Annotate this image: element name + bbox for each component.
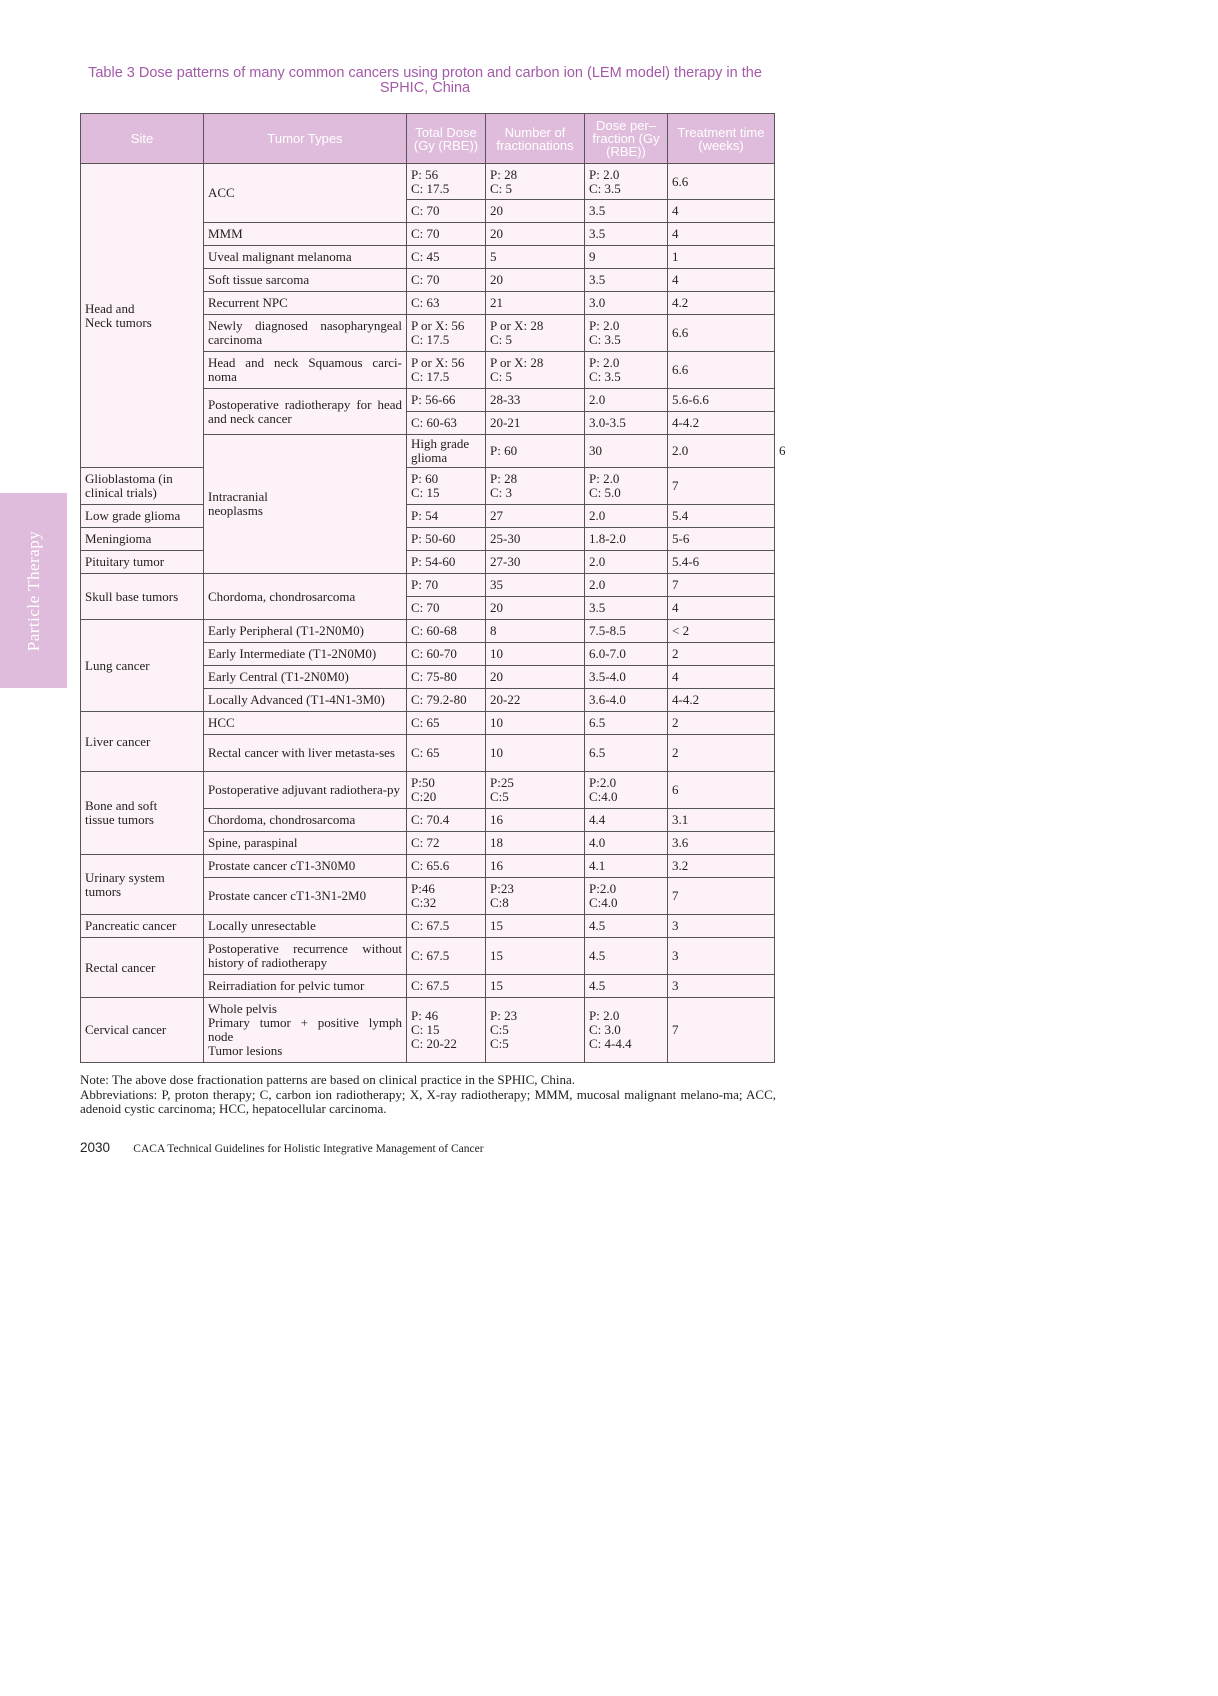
tumor-cell: Soft tissue sarcoma [204, 269, 407, 292]
time-cell: 4 [668, 200, 775, 223]
tumor-cell: Recurrent NPC [204, 292, 407, 315]
table-row [81, 505, 775, 528]
tumor-cell: Early Peripheral (T1-2N0M0) [204, 620, 407, 643]
per-fraction-cell: 3.5 [585, 200, 668, 223]
table-row [81, 164, 775, 200]
table-row [81, 712, 775, 735]
time-cell: 3.2 [668, 855, 775, 878]
fraction-cell: 20-21 [486, 412, 585, 435]
time-cell: 3 [668, 975, 775, 998]
dose-cell: C: 67.5 [407, 938, 486, 975]
site-cell: Pancreatic cancer [81, 915, 204, 938]
fraction-cell: 15 [486, 975, 585, 998]
dose-cell: C: 72 [407, 832, 486, 855]
site-cell: Intracranial neoplasms [204, 435, 407, 574]
dose-cell: P: 56-66 [407, 389, 486, 412]
fraction-cell: 27 [486, 505, 585, 528]
time-cell: 2 [668, 735, 775, 772]
fraction-cell: 18 [486, 832, 585, 855]
per-fraction-cell: 4.5 [585, 938, 668, 975]
tumor-cell: HCC [204, 712, 407, 735]
per-fraction-cell: 7.5-8.5 [585, 620, 668, 643]
time-cell: 3.6 [668, 832, 775, 855]
table-row [81, 855, 775, 878]
dose-cell: C: 70 [407, 597, 486, 620]
tumor-cell: Chordoma, chondrosarcoma [204, 574, 407, 620]
table-row [81, 528, 775, 551]
per-fraction-cell: 3.0-3.5 [585, 412, 668, 435]
dose-cell: P: 60 C: 15 [407, 468, 486, 505]
tumor-line: Whole pelvis [208, 1001, 277, 1016]
time-cell: 4 [668, 666, 775, 689]
section-side-tab [0, 493, 67, 688]
dose-cell: P: 70 [407, 574, 486, 597]
dose-cell: P or X: 56 C: 17.5 [407, 352, 486, 389]
tumor-cell: Uveal malignant melanoma [204, 246, 407, 269]
per-fraction-cell: 4.1 [585, 855, 668, 878]
time-cell: 6.6 [668, 352, 775, 389]
time-cell: 6.6 [668, 315, 775, 352]
dose-cell: P: 60 [486, 435, 585, 468]
time-cell: 2 [668, 643, 775, 666]
per-fraction-cell: 6.5 [585, 712, 668, 735]
tumor-cell: Glioblastoma (in clinical trials) [81, 468, 204, 505]
time-cell: 4 [668, 269, 775, 292]
per-fraction-cell: 3.5-4.0 [585, 666, 668, 689]
per-fraction-cell: P:2.0 C:4.0 [585, 878, 668, 915]
per-fraction-cell: 2.0 [585, 551, 668, 574]
time-cell: 6 [668, 772, 775, 809]
fraction-cell: 20-22 [486, 689, 585, 712]
time-cell: 7 [668, 878, 775, 915]
site-cell: Skull base tumors [81, 574, 204, 620]
time-cell: 3.1 [668, 809, 775, 832]
tumor-cell: Reirradiation for pelvic tumor [204, 975, 407, 998]
per-fraction-cell: 3.5 [585, 269, 668, 292]
per-fraction-cell: 6.0-7.0 [585, 643, 668, 666]
dose-cell: P: 54-60 [407, 551, 486, 574]
site-cell: Urinary system tumors [81, 855, 204, 915]
per-fraction-cell: 1.8-2.0 [585, 528, 668, 551]
tumor-cell: Chordoma, chondrosarcoma [204, 809, 407, 832]
time-cell: 3 [668, 915, 775, 938]
time-cell: 5-6 [668, 528, 775, 551]
dose-cell: C: 70 [407, 269, 486, 292]
per-fraction-cell: 4.4 [585, 809, 668, 832]
fraction-cell: 8 [486, 620, 585, 643]
fraction-cell: 10 [486, 735, 585, 772]
fraction-cell: 15 [486, 938, 585, 975]
tumor-cell: Prostate cancer cT1-3N0M0 [204, 855, 407, 878]
time-cell: 4.2 [668, 292, 775, 315]
table-row: Intracranial neoplasms High grade glioma P: 60 30 2.0 6 [81, 435, 775, 468]
dose-cell: C: 79.2-80 [407, 689, 486, 712]
site-cell: Lung cancer [81, 620, 204, 712]
abbreviations-line: Abbreviations: P, proton therapy; C, carbon ion radiotherapy; X, X-ray radiotherapy; MMM, mucosal malignant melano-ma; ACC, adenoid cystic carcinoma; HCC, hepatocellular carcinoma. [80, 1086, 776, 1116]
dose-cell: P: 56 C: 17.5 [407, 164, 486, 200]
time-cell: 5.6-6.6 [668, 389, 775, 412]
tumor-cell: Postoperative radiotherapy for head and neck cancer [204, 389, 407, 435]
tumor-cell: Spine, paraspinal [204, 832, 407, 855]
tumor-cell: High grade glioma [407, 435, 486, 468]
fraction-cell: 27-30 [486, 551, 585, 574]
fraction-cell: 28-33 [486, 389, 585, 412]
fraction-cell: 20 [486, 223, 585, 246]
tumor-cell: Rectal cancer with liver metasta-ses [204, 735, 407, 772]
dose-cell: P:50 C:20 [407, 772, 486, 809]
per-fraction-cell: P: 2.0 C: 5.0 [585, 468, 668, 505]
per-fraction-cell: 3.0 [585, 292, 668, 315]
dose-cell: P or X: 56 C: 17.5 [407, 315, 486, 352]
dose-cell: C: 60-70 [407, 643, 486, 666]
journal-title: CACA Technical Guidelines for Holistic Integrative Management of Cancer [133, 1143, 484, 1155]
dose-cell: C: 45 [407, 246, 486, 269]
tumor-cell: Head and neck Squamous carci-noma [204, 352, 407, 389]
header-treatment-time: Treatment time (weeks) [668, 114, 775, 164]
time-cell: 7 [668, 998, 775, 1063]
per-fraction-cell: 6.5 [585, 735, 668, 772]
table-row [81, 938, 775, 975]
dose-cell: C: 75-80 [407, 666, 486, 689]
fraction-cell: P:25 C:5 [486, 772, 585, 809]
dose-cell: P: 50-60 [407, 528, 486, 551]
table-row [81, 772, 775, 809]
per-fraction-cell: 3.5 [585, 223, 668, 246]
dose-cell: P: 54 [407, 505, 486, 528]
fraction-cell: P: 28 C: 5 [486, 164, 585, 200]
fraction-cell: P: 23 C:5 C:5 [486, 998, 585, 1063]
header-total-dose: Total Dose (Gy (RBE)) [407, 114, 486, 164]
fraction-cell: 10 [486, 643, 585, 666]
per-fraction-cell: 4.5 [585, 975, 668, 998]
dose-cell: C: 67.5 [407, 975, 486, 998]
note-line: Note: The above dose fractionation patterns are based on clinical practice in the SPHIC, China. [80, 1072, 576, 1087]
fraction-cell: 16 [486, 809, 585, 832]
dose-table [80, 113, 786, 1063]
per-fraction-cell: 3.6-4.0 [585, 689, 668, 712]
header-dose-per-fraction: Dose per–fraction (Gy (RBE)) [585, 114, 668, 164]
per-fraction-cell: 2.0 [585, 505, 668, 528]
site-cell: Rectal cancer [81, 938, 204, 998]
fraction-cell: 20 [486, 200, 585, 223]
time-cell: 3 [668, 938, 775, 975]
site-cell: Cervical cancer [81, 998, 204, 1063]
per-fraction-cell: P: 2.0 C: 3.5 [585, 352, 668, 389]
fraction-cell: 20 [486, 666, 585, 689]
time-cell: 7 [668, 574, 775, 597]
fraction-cell: 30 [585, 435, 668, 468]
dose-cell: C: 70 [407, 223, 486, 246]
tumor-cell: Locally unresectable [204, 915, 407, 938]
dose-cell: C: 70 [407, 200, 486, 223]
time-cell: 5.4-6 [668, 551, 775, 574]
fraction-cell: 21 [486, 292, 585, 315]
page-number: 2030 [80, 1140, 111, 1155]
dose-cell: P: 46 C: 15 C: 20-22 [407, 998, 486, 1063]
dose-cell: P:46 C:32 [407, 878, 486, 915]
fraction-cell: 20 [486, 269, 585, 292]
per-fraction-cell: 2.0 [668, 435, 775, 468]
time-cell: 1 [668, 246, 775, 269]
tumor-cell: Pituitary tumor [81, 551, 204, 574]
dose-cell: C: 65.6 [407, 855, 486, 878]
fraction-cell: 16 [486, 855, 585, 878]
fraction-cell: 25-30 [486, 528, 585, 551]
table-note [80, 1073, 776, 1117]
fraction-cell: 10 [486, 712, 585, 735]
page-footer [80, 1140, 484, 1156]
per-fraction-cell: P:2.0 C:4.0 [585, 772, 668, 809]
fraction-cell: 20 [486, 597, 585, 620]
side-tab-label: Particle Therapy [23, 530, 43, 651]
tumor-cell: ACC [204, 164, 407, 223]
fraction-cell: 5 [486, 246, 585, 269]
dose-cell: C: 67.5 [407, 915, 486, 938]
tumor-cell: Early Central (T1-2N0M0) [204, 666, 407, 689]
per-fraction-cell: 2.0 [585, 574, 668, 597]
per-fraction-cell: 3.5 [585, 597, 668, 620]
fraction-cell: P: 28 C: 3 [486, 468, 585, 505]
time-cell: < 2 [668, 620, 775, 643]
time-cell: 4-4.2 [668, 689, 775, 712]
dose-cell: C: 60-68 [407, 620, 486, 643]
dose-cell: C: 65 [407, 712, 486, 735]
fraction-cell: P:23 C:8 [486, 878, 585, 915]
table-caption: Table 3 Dose patterns of many common cancers using proton and carbon ion (LEM model) therapy in the SPHIC, China [88, 65, 762, 96]
per-fraction-cell: 2.0 [585, 389, 668, 412]
table-row [81, 915, 775, 938]
tumor-line: Primary tumor + positive lymph node [208, 1015, 402, 1044]
table-row [81, 574, 775, 597]
tumor-line: Tumor lesions [208, 1043, 283, 1058]
site-cell: Bone and soft tissue tumors [81, 772, 204, 855]
per-fraction-cell: 9 [585, 246, 668, 269]
header-tumor-types: Tumor Types [204, 114, 407, 164]
tumor-cell: Postoperative recurrence without history of radiotherapy [204, 938, 407, 975]
table-row [81, 998, 775, 1063]
dose-cell: C: 60-63 [407, 412, 486, 435]
site-cell: Head and Neck tumors [81, 164, 204, 468]
time-cell: 4-4.2 [668, 412, 775, 435]
table-header-row [81, 114, 775, 164]
tumor-cell: Postoperative adjuvant radiothera-py [204, 772, 407, 809]
time-cell: 4 [668, 597, 775, 620]
table-row [81, 551, 775, 574]
fraction-cell: P or X: 28 C: 5 [486, 352, 585, 389]
time-cell: 4 [668, 223, 775, 246]
tumor-cell: Meningioma [81, 528, 204, 551]
dose-cell: C: 70.4 [407, 809, 486, 832]
dose-cell: C: 65 [407, 735, 486, 772]
header-fractionations: Number of fractionations [486, 114, 585, 164]
tumor-cell: Low grade glioma [81, 505, 204, 528]
table-row [81, 468, 775, 505]
dose-cell: C: 63 [407, 292, 486, 315]
tumor-cell [204, 998, 407, 1063]
tumor-cell: Newly diagnosed nasopharyngeal carcinoma [204, 315, 407, 352]
header-site: Site [81, 114, 204, 164]
tumor-cell: Prostate cancer cT1-3N1-2M0 [204, 878, 407, 915]
per-fraction-cell: 4.5 [585, 915, 668, 938]
time-cell: 7 [668, 468, 775, 505]
per-fraction-cell: 4.0 [585, 832, 668, 855]
per-fraction-cell: P: 2.0 C: 3.5 [585, 164, 668, 200]
time-cell: 5.4 [668, 505, 775, 528]
tumor-cell: Early Intermediate (T1-2N0M0) [204, 643, 407, 666]
fraction-cell: P or X: 28 C: 5 [486, 315, 585, 352]
tumor-cell: MMM [204, 223, 407, 246]
fraction-cell: 35 [486, 574, 585, 597]
per-fraction-cell: P: 2.0 C: 3.5 [585, 315, 668, 352]
per-fraction-cell: P: 2.0 C: 3.0 C: 4-4.4 [585, 998, 668, 1063]
time-cell: 2 [668, 712, 775, 735]
fraction-cell: 15 [486, 915, 585, 938]
site-cell: Liver cancer [81, 712, 204, 772]
table-row [81, 620, 775, 643]
time-cell: 6.6 [668, 164, 775, 200]
tumor-cell: Locally Advanced (T1-4N1-3M0) [204, 689, 407, 712]
